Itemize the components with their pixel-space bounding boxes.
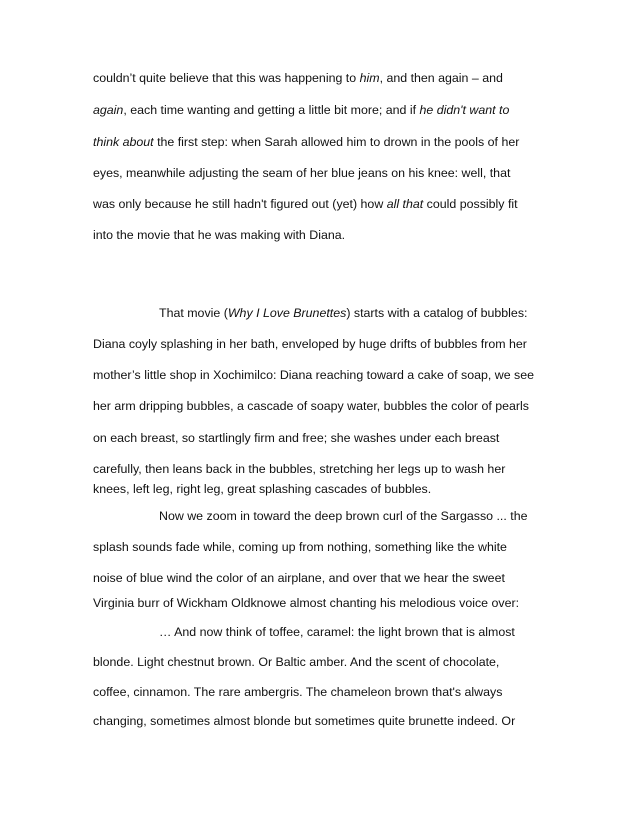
text-run: couldn’t quite believe that this was happening to — [93, 71, 360, 85]
text-run: into the movie that he was making with Diana. — [93, 228, 346, 242]
text-line-3 — [93, 134, 519, 150]
text-run: could possibly fit — [423, 197, 518, 211]
text-run: the first step: when Sarah allowed him to drown in the pools of her — [153, 135, 520, 149]
text-run: carefully, then leans back in the bubbles, stretching her legs up to wash her — [93, 462, 506, 476]
text-run: on each breast, so startlingly firm and free; she washes under each breast — [93, 431, 500, 445]
text-run: knees, left leg, right leg, great splashing cascades of bubbles. — [93, 482, 432, 496]
text-line-12 — [93, 461, 505, 477]
italic-run: again — [93, 103, 124, 117]
text-line-8 — [93, 336, 527, 352]
text-run: Virginia burr of Wickham Oldknowe almost chanting his melodious voice over: — [93, 596, 520, 610]
text-line-19 — [93, 654, 499, 670]
italic-run: he didn't want to — [419, 103, 510, 117]
text-line-7 — [159, 305, 527, 321]
text-line-1 — [93, 70, 503, 86]
text-line-2 — [93, 102, 509, 118]
text-run: blonde. Light chestnut brown. Or Baltic amber. And the scent of chocolate, — [93, 655, 500, 669]
text-line-6 — [93, 227, 345, 243]
text-run: noise of blue wind the color of an airplane, and over that we hear the sweet — [93, 571, 505, 585]
text-run: That movie ( — [159, 306, 228, 320]
text-line-14 — [159, 508, 527, 524]
italic-run: him — [359, 71, 380, 85]
text-line-21 — [93, 713, 515, 729]
italic-run: think about — [93, 135, 154, 149]
text-line-5 — [93, 196, 518, 212]
text-line-11 — [93, 430, 499, 446]
text-run: Now we zoom in toward the deep brown curl of the Sargasso ... the — [159, 509, 528, 523]
italic-run: all that — [386, 197, 424, 211]
text-line-18 — [159, 624, 515, 640]
text-line-9 — [93, 367, 534, 383]
text-run: changing, sometimes almost blonde but sometimes quite brunette indeed. Or — [93, 714, 516, 728]
text-run: splash sounds fade while, coming up from nothing, something like the white — [93, 540, 507, 554]
text-line-13 — [93, 481, 431, 497]
text-line-16 — [93, 570, 505, 586]
text-line-20 — [93, 684, 502, 700]
text-line-10 — [93, 398, 529, 414]
text-line-15 — [93, 539, 507, 555]
text-line-4 — [93, 165, 510, 181]
text-run: was only because he still hadn't figured out (yet) how — [93, 197, 387, 211]
text-run: ) starts with a catalog of bubbles: — [346, 306, 528, 320]
text-run: , each time wanting and getting a little bit more; and if — [123, 103, 420, 117]
text-run: coffee, cinnamon. The rare ambergris. The chameleon brown that's always — [93, 685, 503, 699]
text-run: Diana coyly splashing in her bath, enveloped by huge drifts of bubbles from her — [93, 337, 527, 351]
italic-run: Why I Love Brunettes — [227, 306, 347, 320]
text-run: , and then again – and — [379, 71, 503, 85]
text-run: … And now think of toffee, caramel: the light brown that is almost — [159, 625, 515, 639]
text-run: eyes, meanwhile adjusting the seam of her blue jeans on his knee: well, that — [93, 166, 511, 180]
text-run: her arm dripping bubbles, a cascade of soapy water, bubbles the color of pearls — [93, 399, 529, 413]
text-line-17 — [93, 595, 519, 611]
text-run: mother’s little shop in Xochimilco: Diana reaching toward a cake of soap, we see — [93, 368, 535, 382]
